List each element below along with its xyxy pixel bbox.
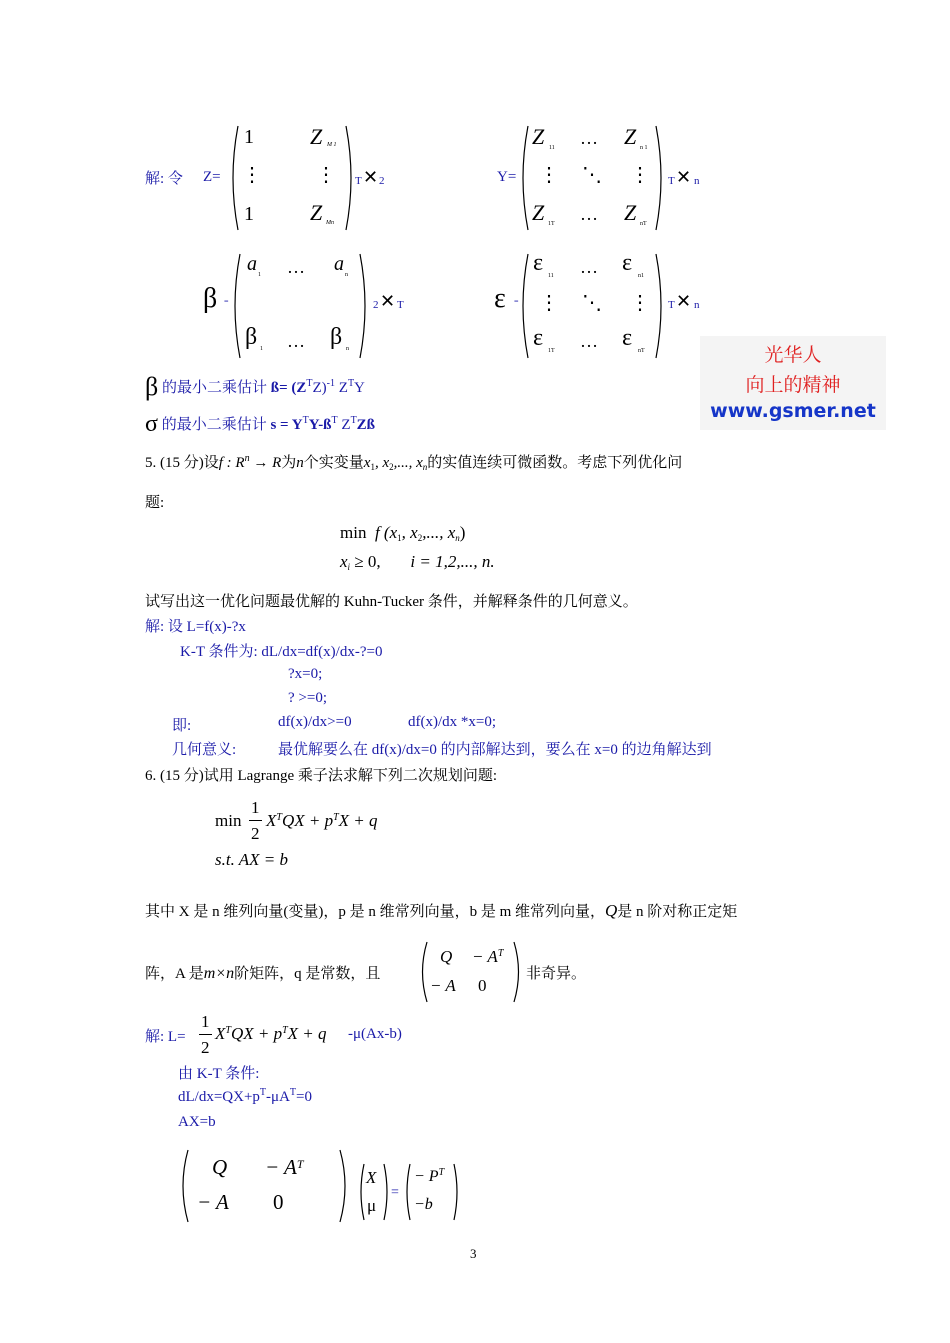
z-dim: T [355, 175, 362, 187]
z-m-r1c2: Z [310, 124, 323, 149]
q6-big-mb: −b [414, 1196, 433, 1213]
eps-m-nT-sub: nT [638, 348, 645, 354]
q6-m-mAT: − $A^T$ [472, 947, 504, 966]
q5-answer-5b: df(x)/dx>=0 [278, 714, 352, 730]
y-m-11-sub: 11 [549, 145, 555, 151]
y-m-nT-sub: nT [640, 221, 647, 227]
q5-answer-6a: 几何意义: [172, 742, 237, 758]
z-m-r1c2-sub: M 1 [327, 142, 337, 148]
beta-m-an: a [334, 253, 344, 275]
eps-m-1T: ε [533, 325, 544, 351]
beta-symbol: β [203, 283, 218, 314]
beta-estimate-line [145, 372, 365, 402]
beta-times: ✕ [380, 291, 396, 311]
y-m-nT: Z [624, 200, 637, 225]
beta-m-b1: β [245, 324, 258, 350]
q6-big-zero: 0 [273, 1190, 284, 1214]
sigma-estimate-formula: $s = Y^TY-ß^T$ $Z^TZß$ [270, 415, 376, 433]
q6-desc-line1: 其中 X 是 n 维列向量(变量)，p 是 n 维常列向量，b 是 m 维常列向量，Q是 n 阶对称正定矩 [145, 901, 738, 920]
z-dim2: 2 [379, 175, 385, 187]
q6-sol-objective: $X^TQX + p^TX + q$ [215, 1024, 327, 1043]
q5-answer-1: 解: 设 L=f(x)-?x [145, 619, 246, 635]
watermark-line1: 光华人 [764, 344, 822, 366]
q6-desc-line2c: 非奇异。 [526, 966, 587, 982]
eps-m-11-sub: 11 [548, 273, 554, 279]
beta-estimate-text: 的最小二乘估计 [161, 380, 267, 396]
z-times: ✕ [363, 167, 379, 187]
eps-times: ✕ [676, 291, 692, 311]
eps-m-ddots: ⋱ [582, 292, 602, 314]
q6-desc-line2a: 阵，A 是m×n阶矩阵，q 是常数，且 [145, 965, 381, 982]
eps-m-hdots2: … [580, 331, 598, 351]
q6-title: 6. (15 分)试用 Lagrange 乘子法求解下列二次规划问题: [145, 768, 498, 784]
page-number: 3 [470, 1246, 477, 1261]
q6-sol-frac-den: 2 [201, 1038, 210, 1057]
q6-eq1: $dL/dx=QX+p^T-\mu A^T=0$ [178, 1087, 312, 1105]
y-m-ddots: ⋱ [582, 164, 602, 186]
q5-objective: min f ($x_1$, $x_2$,..., $x_n$) [340, 523, 466, 543]
watermark-logo [700, 336, 886, 430]
q5-answer-6b: 最优解要么在 df(x)/dx=0 的内部解达到，要么在 x=0 的边角解达到 [278, 742, 712, 758]
beta-estimate-formula: ß= $(Z^TZ)^{-1}$ $Z^TY$ [270, 378, 365, 396]
eps-m-hdots1: … [580, 257, 598, 277]
y-dim: T [668, 175, 675, 187]
z-m-r3c2: Z [310, 200, 323, 225]
q6-sol-frac-bar [199, 1034, 212, 1035]
y-m-n1: Z [624, 124, 637, 149]
y-label: Y= [497, 169, 517, 185]
beta-m-hdots1: … [287, 257, 305, 277]
z-m-dots-right: ⋮ [316, 164, 336, 186]
y-m-1T-sub: 1T [548, 221, 555, 227]
q6-big-mu: μ [367, 1196, 377, 1215]
beta-m-a1: a [247, 253, 257, 275]
q6-big-mA: − A [197, 1190, 229, 1214]
beta-dim: 2 [373, 299, 379, 311]
z-label: Z= [203, 169, 221, 185]
eps-m-nT: ε [622, 325, 633, 351]
sigma-estimate-symbol: σ [145, 411, 158, 437]
q6-min: min [215, 811, 242, 830]
q6-frac-num: 1 [251, 798, 260, 817]
q5-statement-line2: 题: [145, 495, 165, 511]
y-m-vdots1: ⋮ [539, 164, 559, 186]
q5-answer-3: ?x=0; [288, 666, 323, 682]
q6-constraint: s.t. AX = b [215, 850, 289, 869]
beta-m-an-sub: n [345, 272, 348, 278]
sigma-estimate-line [145, 411, 375, 438]
y-m-n1-sub: n 1 [640, 145, 648, 151]
q5-answer-5c: df(x)/dx *x=0; [408, 714, 497, 730]
y-m-hdots2: … [580, 204, 598, 224]
eps-m-vdots1: ⋮ [539, 292, 559, 314]
q6-frac-den: 2 [251, 824, 260, 843]
q6-big-eq: = [391, 1185, 399, 1200]
z-m-r3c1: 1 [244, 203, 254, 225]
q5-answer-2: K-T 条件为: dL/dx=df(x)/dx-?=0 [180, 644, 383, 660]
z-m-dots-left: ⋮ [242, 164, 262, 186]
eps-m-n1: ε [622, 250, 633, 276]
y-m-11: Z [532, 124, 545, 149]
beta-m-a1-sub: 1 [258, 272, 261, 278]
q5-answer-4: ? >=0; [288, 690, 327, 706]
epsilon-eq: = [514, 297, 519, 306]
eps-m-11: ε [533, 250, 544, 276]
eps-dim: T [668, 299, 675, 311]
sigma-estimate-text: 的最小二乘估计 [161, 417, 267, 433]
beta-estimate-symbol: β [145, 372, 159, 401]
y-times: ✕ [676, 167, 692, 187]
q6-objective: $X^TQX + p^TX + q$ [266, 811, 378, 830]
eps-m-vdots2: ⋮ [630, 292, 650, 314]
q6-sol-frac-num: 1 [201, 1012, 210, 1031]
q6-big-Q: Q [212, 1155, 228, 1179]
y-m-hdots1: … [580, 128, 598, 148]
beta-eq: = [224, 297, 229, 306]
q5-ask: 试写出这一优化问题最优解的 Kuhn-Tucker 条件，并解释条件的几何意义。 [145, 594, 638, 610]
q5-statement-line1: 5. (15 分)设f : $R^n \to R$为n个实变量$x_1$, $x_2$,..., $x_n$的实值连续可微函数。考虑下列优化问 [145, 453, 683, 472]
beta-m-bn-sub: n [346, 346, 349, 352]
beta-dim2: T [397, 299, 404, 311]
q5-answer-5a: 即: [172, 718, 192, 734]
q6-big-X: X [366, 1168, 377, 1187]
q6-m-Q: Q [440, 947, 453, 966]
q6-frac-bar [249, 820, 262, 821]
q6-big-mPT: − $P^T$ [414, 1167, 445, 1185]
y-m-vdots2: ⋮ [630, 164, 650, 186]
eps-m-n1-sub: n1 [638, 273, 644, 279]
solution-intro: 解: 令 [145, 171, 183, 187]
q6-sol-mu: -μ(Ax-b) [348, 1026, 402, 1042]
q6-kt: 由 K-T 条件: [178, 1066, 260, 1082]
watermark-url: www.gsmer.net [710, 400, 876, 422]
epsilon-symbol: ε [494, 283, 506, 314]
beta-m-b1-sub: 1 [260, 346, 263, 352]
q5-constraint: $x_i \ge 0$, i = 1,2,..., n. [340, 552, 495, 572]
watermark-line2: 向上的精神 [745, 374, 841, 396]
y-dim2: n [694, 175, 700, 187]
eps-dim2: n [694, 299, 700, 311]
y-m-1T: Z [532, 200, 545, 225]
beta-m-hdots2: … [287, 331, 305, 351]
z-m-r1c1: 1 [244, 126, 254, 148]
beta-m-bn: β [330, 324, 343, 350]
z-m-r3c2-sub: Mn [326, 220, 334, 226]
eps-m-1T-sub: 1T [548, 348, 555, 354]
q6-m-mA: − A [430, 976, 456, 995]
q6-sol-start: 解: L= [145, 1029, 186, 1045]
q6-big-mAT: − $A^T$ [265, 1155, 304, 1179]
q6-m-zero: 0 [478, 976, 487, 995]
q6-eq2: AX=b [178, 1114, 216, 1130]
